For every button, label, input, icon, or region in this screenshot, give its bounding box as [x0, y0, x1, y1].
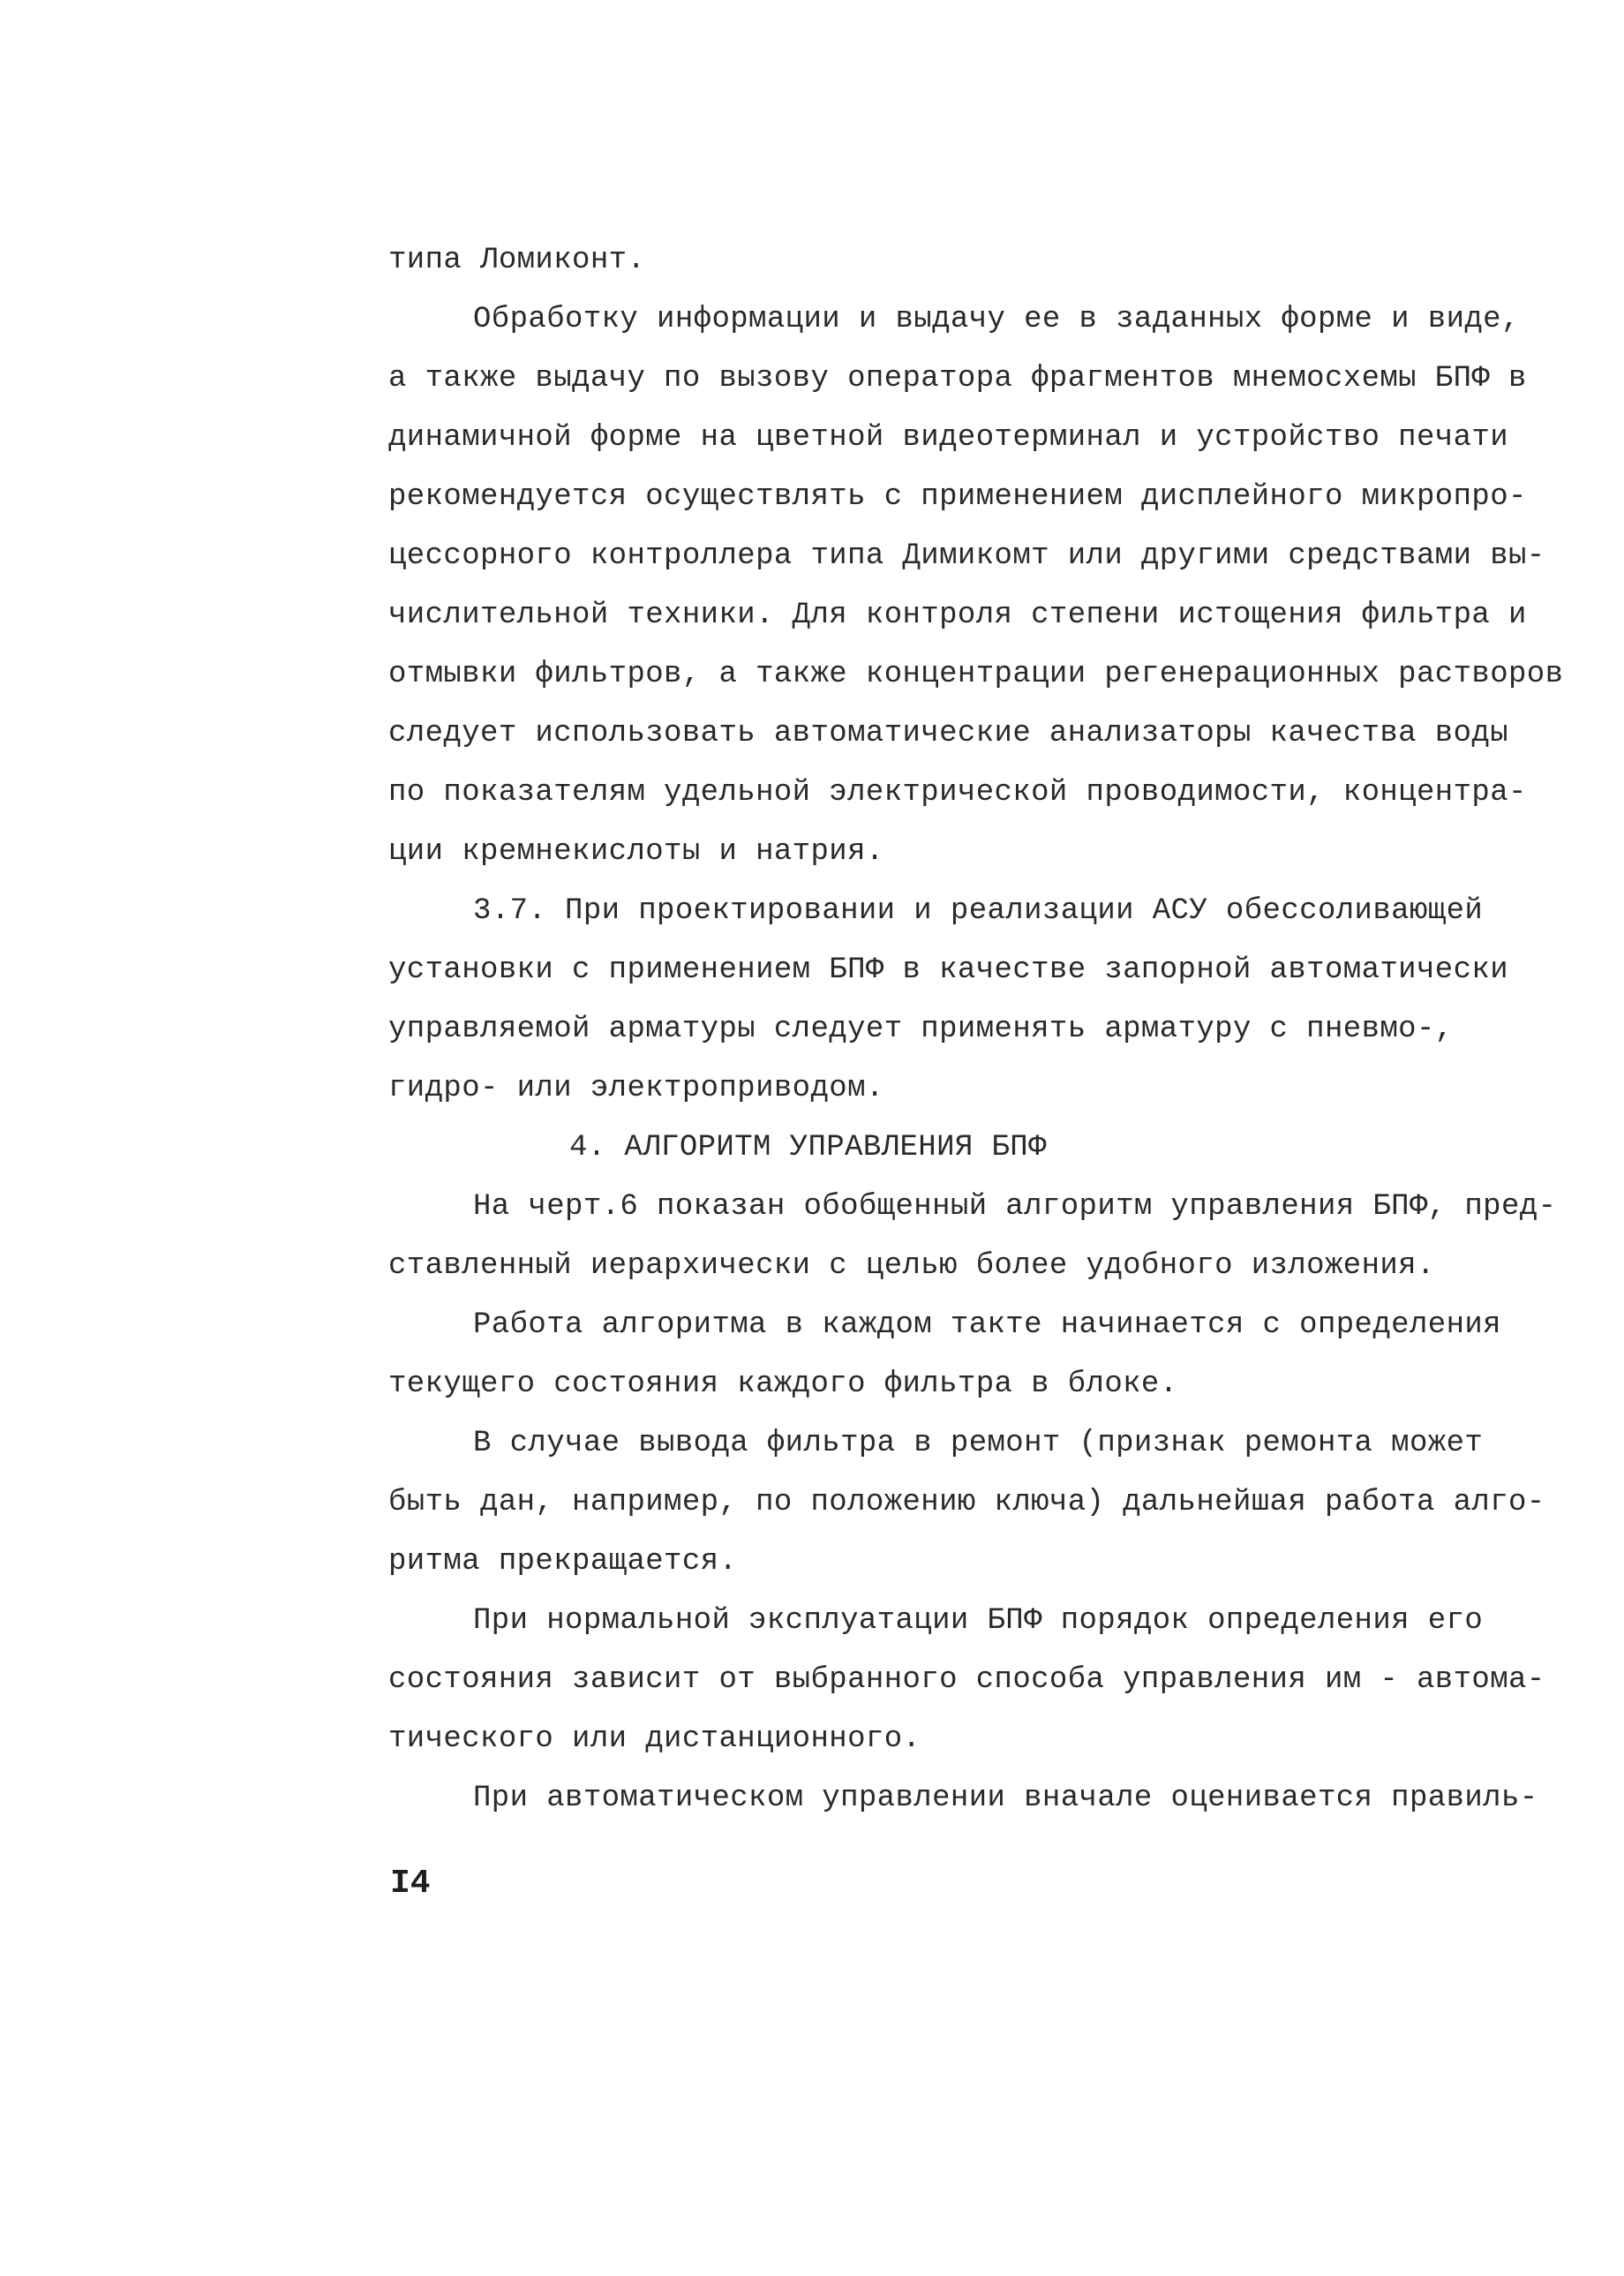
- text-line: типа Ломиконт.: [388, 244, 646, 277]
- text-line: гидро- или электроприводом.: [388, 1072, 884, 1105]
- text-line: быть дан, например, по положению ключа) дальнейшая работа алго-: [388, 1486, 1545, 1519]
- text-line: ции кремнекислоты и натрия.: [388, 835, 884, 869]
- text-line: рекомендуется осуществлять с применением дисплейного микропро-: [388, 480, 1527, 514]
- text-line: динамичной форме на цветной видеотерминал и устройство печати: [388, 421, 1509, 455]
- page-number: I4: [390, 1865, 431, 1903]
- body-text: [388, 231, 1564, 1828]
- text-line: состояния зависит от выбранного способа управления им - автома-: [388, 1663, 1545, 1697]
- text-line: по показателям удельной электрической проводимости, концентра-: [388, 776, 1527, 810]
- text-line: числительной техники. Для контроля степени истощения фильтра и: [388, 599, 1527, 632]
- paragraph-start-line: На черт.6 показан обобщенный алгоритм управления БПФ, пред-: [473, 1190, 1557, 1224]
- clause-3-7-line: 3.7. При проектировании и реализации АСУ обессоливающей: [473, 894, 1484, 928]
- paragraph-start-line: Работа алгоритма в каждом такте начинается с определения: [473, 1308, 1501, 1342]
- text-line: управляемой арматуры следует применять арматуру с пневмо-,: [388, 1013, 1454, 1046]
- text-line: ставленный иерархически с целью более удобного изложения.: [388, 1249, 1435, 1283]
- section-heading: 4. АЛГОРИТМ УПРАВЛЕНИЯ БПФ: [569, 1131, 1047, 1164]
- text-line: отмывки фильтров, а также концентрации регенерационных растворов: [388, 658, 1564, 691]
- text-line: тического или дистанционного.: [388, 1722, 921, 1756]
- paragraph-start-line: При нормальной эксплуатации БПФ порядок определения его: [473, 1604, 1484, 1638]
- text-line: установки с применением БПФ в качестве запорной автоматически: [388, 953, 1509, 987]
- paragraph-start-line: В случае вывода фильтра в ремонт (признак ремонта может: [473, 1427, 1484, 1460]
- text-line: ритма прекращается.: [388, 1545, 738, 1579]
- text-line: цессорного контроллера типа Димикомт или другими средствами вы-: [388, 539, 1545, 573]
- paragraph-start-line: При автоматическом управлении вначале оценивается правиль-: [473, 1782, 1538, 1815]
- text-line: текущего состояния каждого фильтра в блоке.: [388, 1368, 1178, 1401]
- text-line: а также выдачу по вызову оператора фрагментов мнемосхемы БПФ в: [388, 362, 1527, 396]
- paragraph-start-line: Обработку информации и выдачу ее в заданных форме и виде,: [473, 303, 1520, 336]
- text-line: следует использовать автоматические анализаторы качества воды: [388, 717, 1509, 750]
